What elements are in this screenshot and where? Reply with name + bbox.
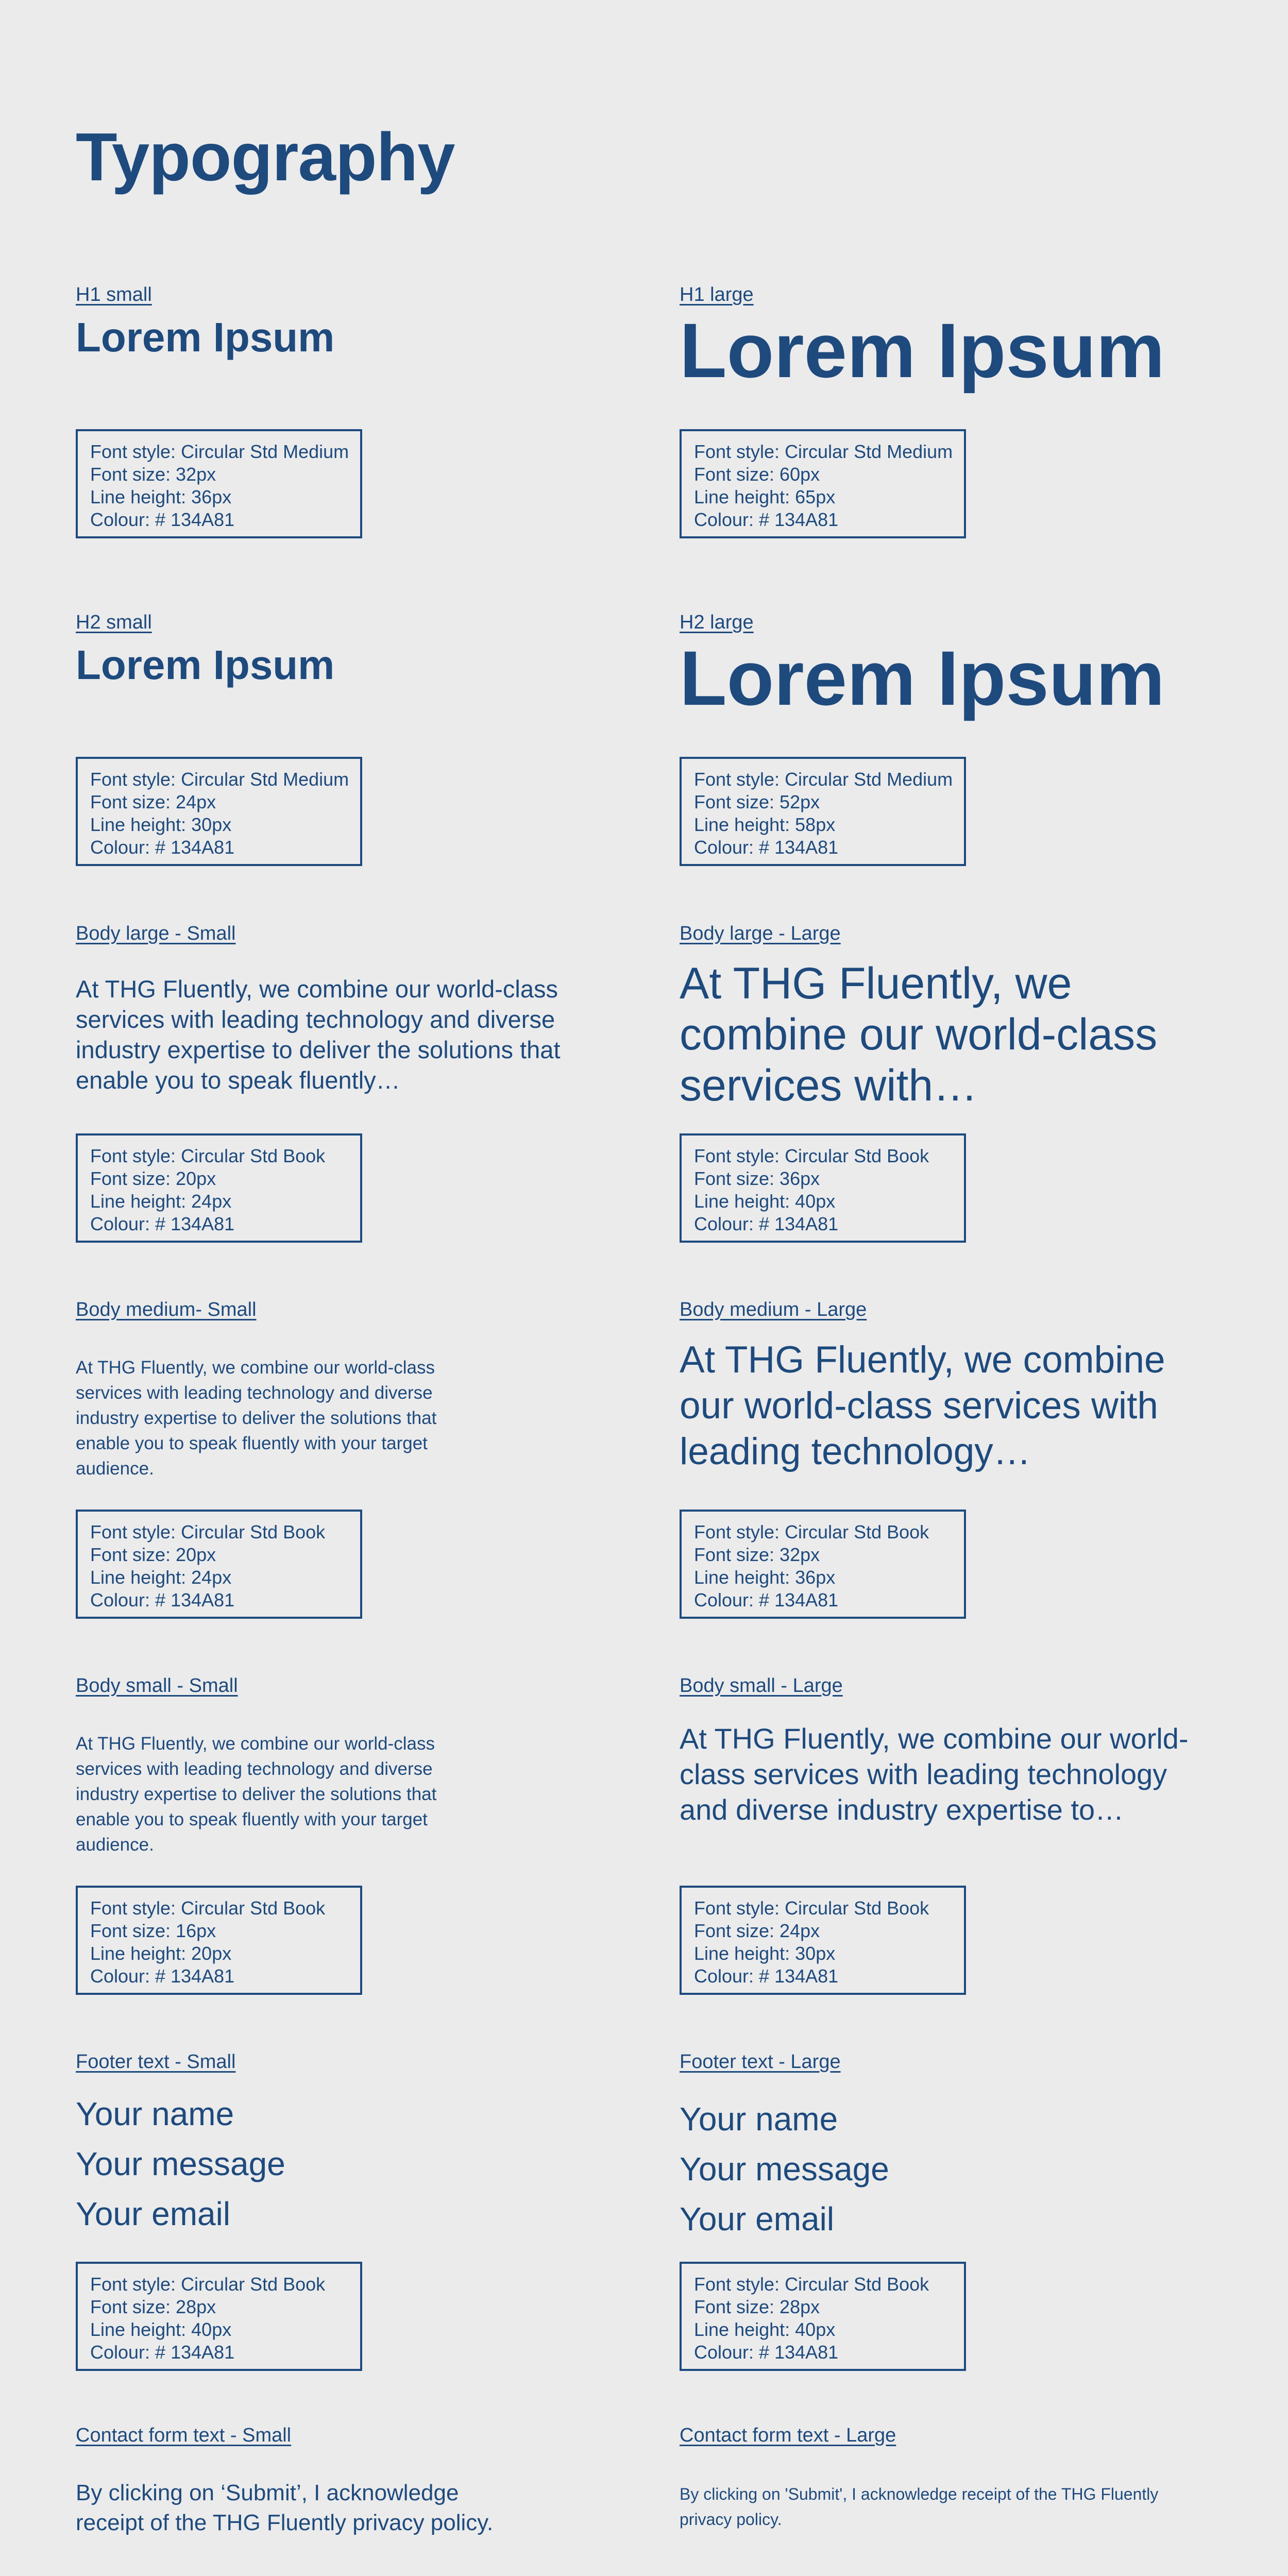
sample-text: At THG Fluently, we combine our world-class services with leading technology and diverse industry expertise to deliver the solutions that enable you to speak fluently with your target audience. bbox=[76, 1358, 437, 1479]
spec-colour: Colour: # 134A81 bbox=[694, 1965, 839, 1987]
spec-font-style: Font style: Circular Std Book bbox=[694, 2274, 929, 2295]
section-label: Body large - Small bbox=[76, 923, 236, 944]
section-label: Footer text - Small bbox=[76, 2051, 236, 2073]
section-label: Body medium - Large bbox=[680, 1299, 867, 1320]
spec-line-height: Line height: 40px bbox=[694, 2319, 836, 2340]
spec-colour: Colour: # 134A81 bbox=[90, 837, 235, 858]
spec-colour: Colour: # 134A81 bbox=[694, 837, 839, 858]
section-body-medium-large bbox=[680, 1298, 1205, 1611]
spec-font-style: Font style: Circular Std Medium bbox=[90, 441, 349, 462]
spec-colour: Colour: # 134A81 bbox=[694, 509, 839, 530]
section-label: Body small - Small bbox=[76, 1675, 238, 1697]
spec-line-height: Line height: 30px bbox=[90, 814, 232, 835]
section-label: H1 large bbox=[680, 284, 754, 306]
section-footer-large bbox=[680, 2050, 1205, 2363]
spec-colour: Colour: # 134A81 bbox=[90, 1965, 235, 1987]
section-body-large-large bbox=[680, 922, 1205, 1234]
spec-font-size: Font size: 16px bbox=[90, 1920, 216, 1941]
sample-text: Lorem Ipsum bbox=[76, 314, 335, 360]
sample-lines bbox=[680, 2094, 889, 2244]
sample-text: At THG Fluently, we combine our world-class services with leading technology and diverse industry expertise to deliver the solutions that enable you to speak fluently… bbox=[76, 975, 561, 1094]
spec-line-height: Line height: 40px bbox=[694, 1191, 836, 1212]
sample-line-message: Your message bbox=[76, 2145, 285, 2182]
section-h1-large bbox=[680, 283, 1205, 530]
spec-box bbox=[76, 1886, 362, 1995]
spec-font-style: Font style: Circular Std Book bbox=[694, 1145, 929, 1166]
spec-box bbox=[76, 429, 362, 538]
section-body-medium-small bbox=[76, 1298, 601, 1611]
section-h2-small bbox=[76, 611, 601, 858]
section-label: Body medium- Small bbox=[76, 1299, 257, 1320]
spec-font-size: Font size: 20px bbox=[90, 1544, 216, 1565]
sample-text: At THG Fluently, we combine our world-class services with leading technology and diverse industry expertise to deliver the solutions that enable you to speak fluently with your target audience. bbox=[76, 1734, 437, 1855]
spec-font-style: Font style: Circular Std Book bbox=[694, 1521, 929, 1543]
spec-box bbox=[680, 429, 966, 538]
spec-line-height: Line height: 58px bbox=[694, 814, 836, 835]
sample-line-name: Your name bbox=[680, 2100, 838, 2138]
sample-line-message: Your message bbox=[680, 2150, 889, 2188]
sample-line-email: Your email bbox=[680, 2200, 835, 2238]
spec-font-style: Font style: Circular Std Book bbox=[90, 2274, 326, 2295]
spec-box bbox=[680, 2262, 966, 2371]
section-h1-small bbox=[76, 283, 601, 530]
spec-font-style: Font style: Circular Std Book bbox=[694, 1897, 929, 1919]
spec-box bbox=[680, 1133, 966, 1243]
sample-text: At THG Fluently, we combine our world-class services with leading technology and diverse industry expertise to… bbox=[680, 1722, 1189, 1826]
spec-box bbox=[76, 757, 362, 866]
spec-font-style: Font style: Circular Std Medium bbox=[90, 769, 349, 790]
sample-text: By clicking on ‘Submit’, I acknowledge receipt of the THG Fluently privacy policy. bbox=[76, 2480, 494, 2535]
sample-lines bbox=[76, 2089, 285, 2239]
spec-line-height: Line height: 20px bbox=[90, 1943, 232, 1964]
spec-colour: Colour: # 134A81 bbox=[694, 1213, 839, 1234]
spec-box bbox=[680, 1886, 966, 1995]
section-label: H1 small bbox=[76, 284, 152, 306]
spec-line-height: Line height: 65px bbox=[694, 486, 836, 507]
section-h2-large bbox=[680, 611, 1205, 858]
spec-font-style: Font style: Circular Std Book bbox=[90, 1145, 326, 1166]
section-label: Body small - Large bbox=[680, 1675, 843, 1697]
spec-line-height: Line height: 40px bbox=[90, 2319, 232, 2340]
spec-box bbox=[680, 1510, 966, 1619]
sample-text: Lorem Ipsum bbox=[680, 307, 1165, 394]
section-contact-large bbox=[680, 2424, 1205, 2529]
spec-box bbox=[76, 1510, 362, 1619]
spec-font-size: Font size: 52px bbox=[694, 791, 820, 812]
page-title: Typography bbox=[76, 119, 455, 195]
section-label: Body large - Large bbox=[680, 923, 841, 944]
section-body-small-small bbox=[76, 1674, 601, 1987]
spec-font-style: Font style: Circular Std Medium bbox=[694, 769, 953, 790]
spec-colour: Colour: # 134A81 bbox=[90, 2342, 235, 2363]
spec-line-height: Line height: 36px bbox=[694, 1567, 836, 1588]
section-label: H2 large bbox=[680, 612, 754, 633]
sample-text: By clicking on 'Submit', I acknowledge receipt of the THG Fluently privacy policy. bbox=[680, 2485, 1159, 2529]
spec-box bbox=[76, 1133, 362, 1243]
spec-colour: Colour: # 134A81 bbox=[90, 509, 235, 530]
section-footer-small bbox=[76, 2050, 601, 2363]
sample-text: At THG Fluently, we combine our world-class services with leading technology… bbox=[680, 1339, 1165, 1472]
sample-line-email: Your email bbox=[76, 2195, 231, 2232]
spec-font-size: Font size: 28px bbox=[694, 2296, 820, 2317]
spec-colour: Colour: # 134A81 bbox=[90, 1213, 235, 1234]
spec-font-size: Font size: 36px bbox=[694, 1168, 820, 1189]
sample-line-name: Your name bbox=[76, 2095, 234, 2132]
spec-box bbox=[680, 757, 966, 866]
spec-colour: Colour: # 134A81 bbox=[694, 1589, 839, 1611]
spec-font-size: Font size: 32px bbox=[694, 1544, 820, 1565]
sample-text: Lorem Ipsum bbox=[680, 635, 1165, 721]
spec-font-size: Font size: 24px bbox=[90, 791, 216, 812]
spec-font-style: Font style: Circular Std Medium bbox=[694, 441, 953, 462]
section-contact-small bbox=[76, 2424, 601, 2535]
spec-line-height: Line height: 24px bbox=[90, 1191, 232, 1212]
spec-line-height: Line height: 30px bbox=[694, 1943, 836, 1964]
section-label: Contact form text - Large bbox=[680, 2425, 896, 2446]
spec-font-size: Font size: 28px bbox=[90, 2296, 216, 2317]
sample-text: Lorem Ipsum bbox=[76, 642, 335, 688]
section-body-small-large bbox=[680, 1674, 1205, 1987]
spec-box bbox=[76, 2262, 362, 2371]
spec-font-size: Font size: 24px bbox=[694, 1920, 820, 1941]
spec-colour: Colour: # 134A81 bbox=[90, 1589, 235, 1611]
sample-text: At THG Fluently, we combine our world-class services with… bbox=[680, 959, 1158, 1110]
spec-colour: Colour: # 134A81 bbox=[694, 2342, 839, 2363]
spec-font-style: Font style: Circular Std Book bbox=[90, 1521, 326, 1543]
spec-font-size: Font size: 60px bbox=[694, 464, 820, 485]
spec-line-height: Line height: 36px bbox=[90, 486, 232, 507]
section-label: Contact form text - Small bbox=[76, 2425, 292, 2446]
section-label: H2 small bbox=[76, 612, 152, 633]
section-label: Footer text - Large bbox=[680, 2051, 841, 2073]
section-body-large-small bbox=[76, 922, 601, 1234]
spec-font-size: Font size: 20px bbox=[90, 1168, 216, 1189]
spec-font-size: Font size: 32px bbox=[90, 464, 216, 485]
spec-font-style: Font style: Circular Std Book bbox=[90, 1897, 326, 1919]
spec-line-height: Line height: 24px bbox=[90, 1567, 232, 1588]
